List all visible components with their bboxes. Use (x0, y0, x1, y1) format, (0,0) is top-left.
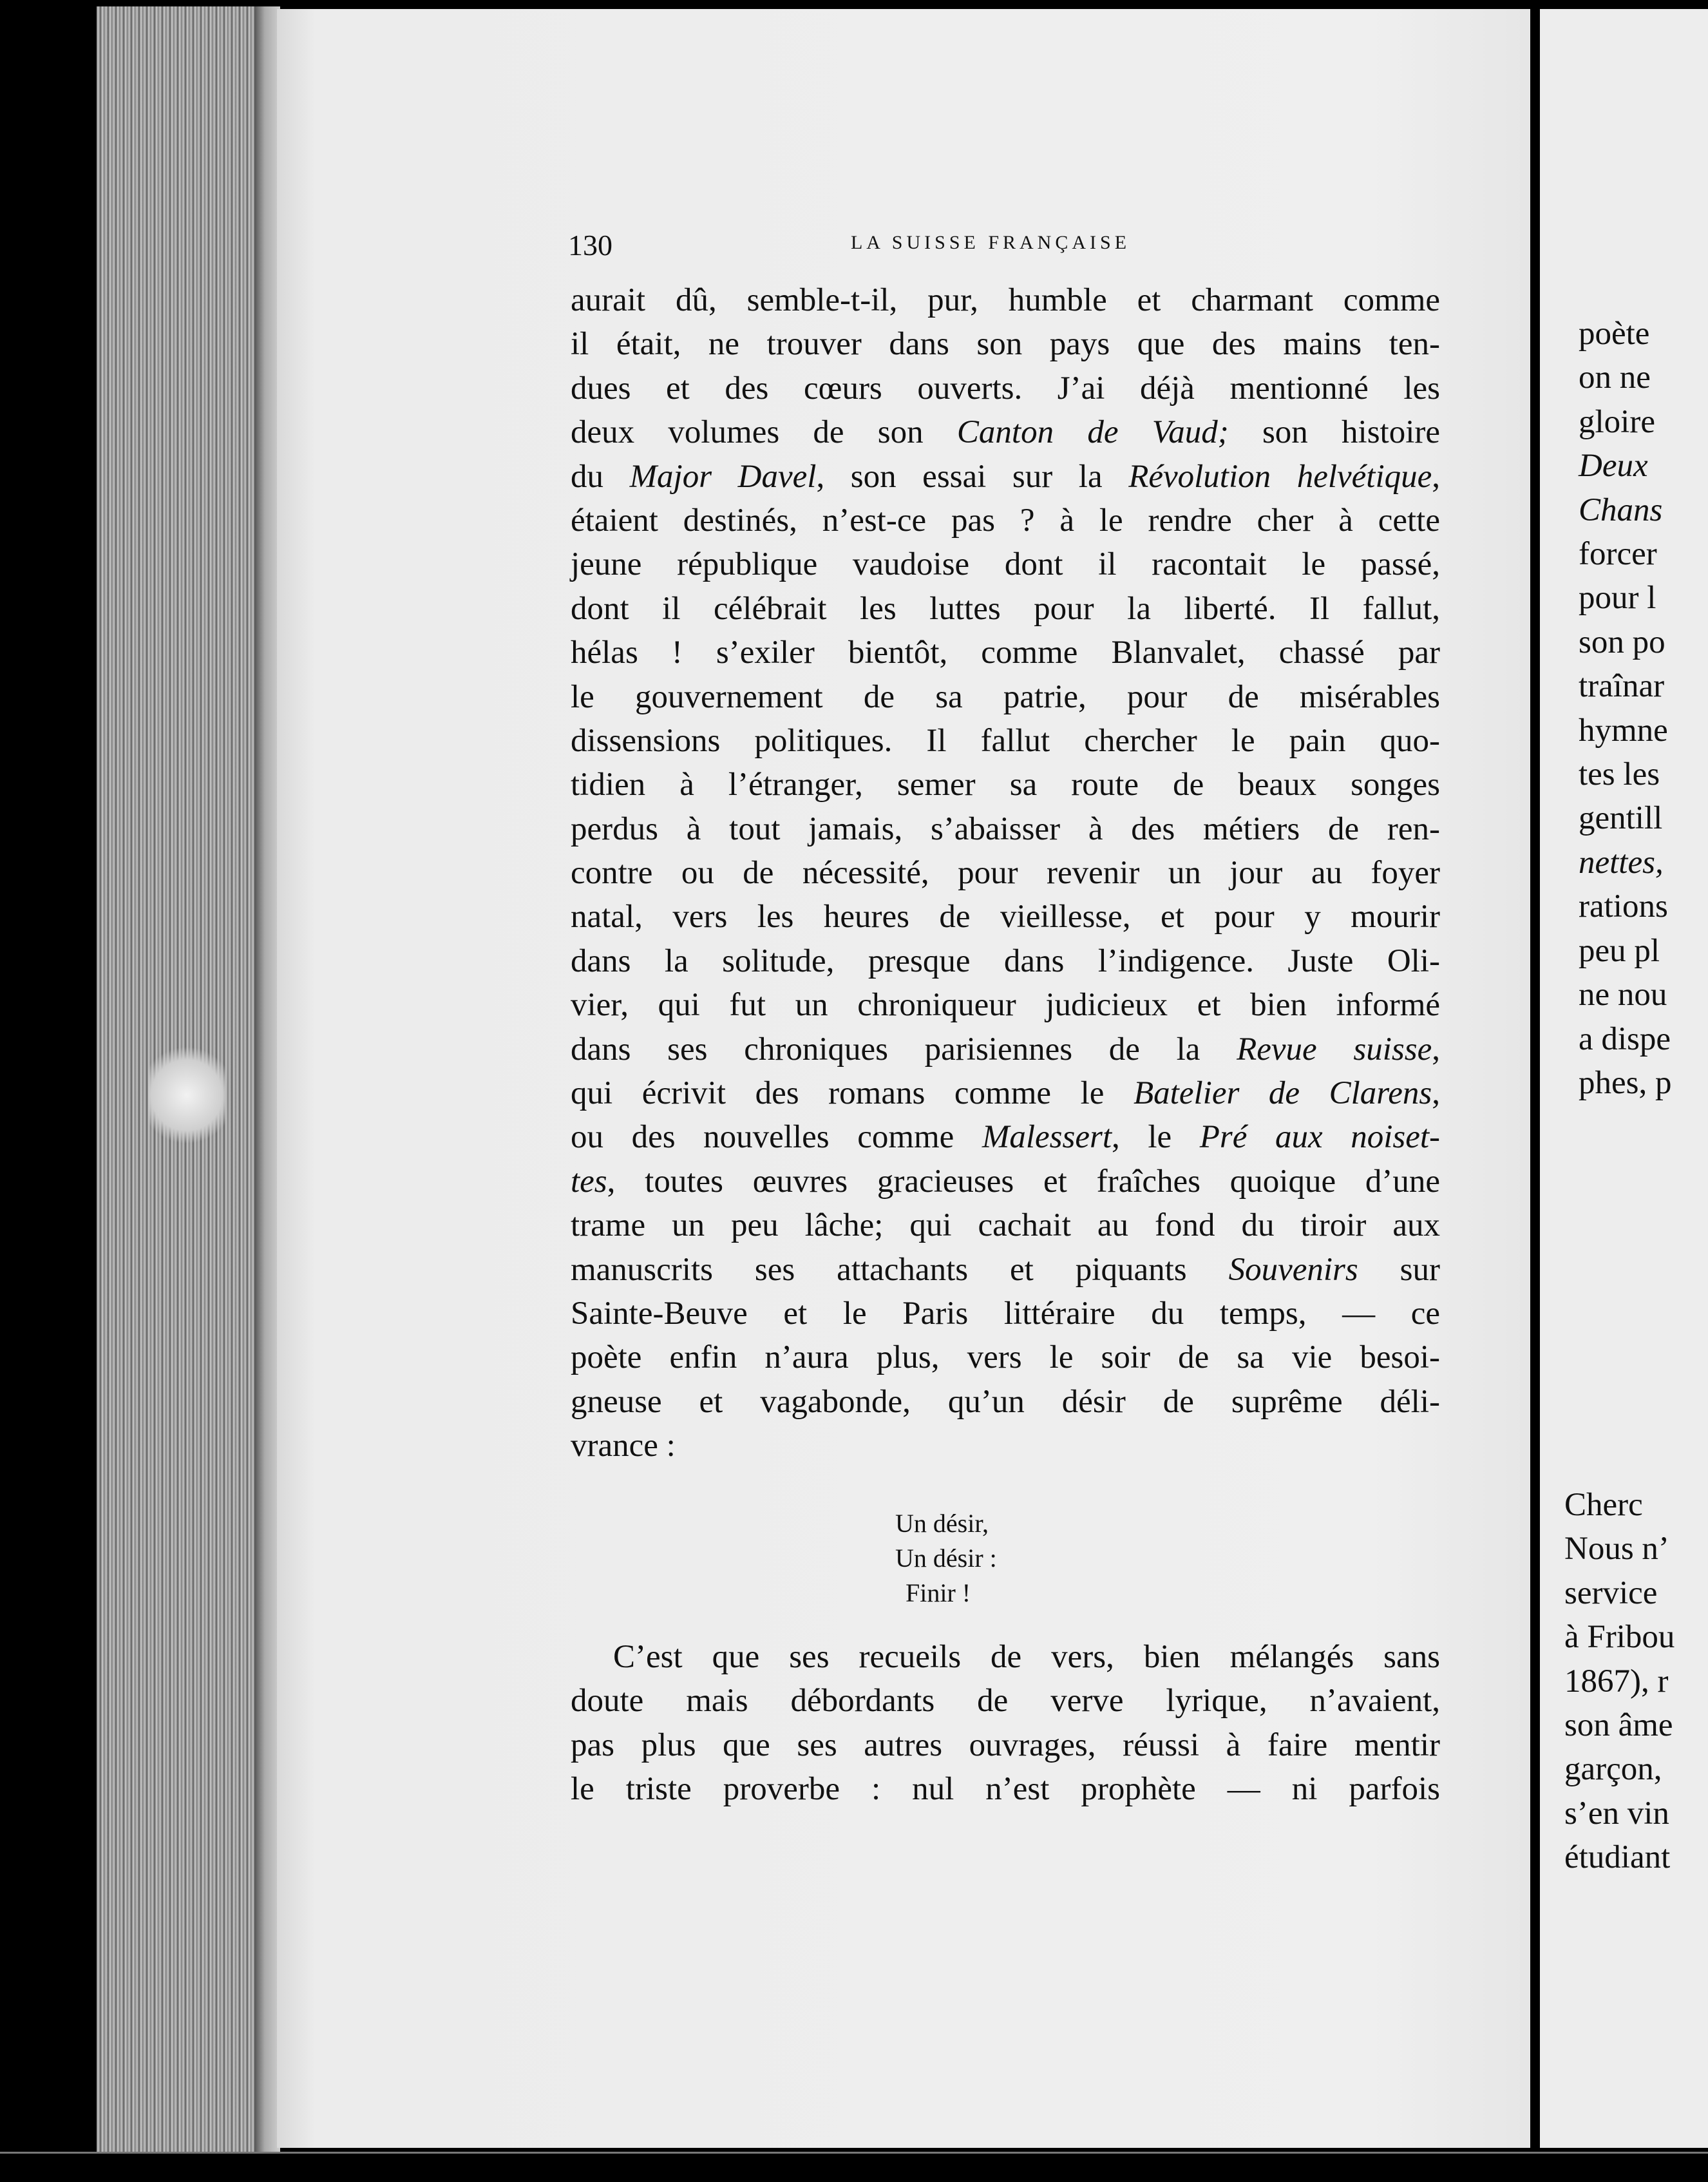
text-line: à Fribou (1564, 1619, 1675, 1656)
paragraph-2 (571, 1635, 1440, 1812)
text-line: garçon, (1564, 1751, 1662, 1788)
text-line: s’en vin (1564, 1795, 1669, 1832)
text-line: étudiant (1564, 1839, 1671, 1876)
text-line: son po (1579, 624, 1665, 660)
text-line: jeune république vaudoise dont il racontait le passé, (571, 546, 1440, 583)
text-line: on ne (1579, 359, 1651, 396)
text-line: Un désir : (895, 1544, 997, 1573)
text-line: traînar (1579, 668, 1665, 705)
text-line: trame un peu lâche; qui cachait au fond du tiroir aux (571, 1207, 1440, 1244)
text-line: ne nou (1579, 977, 1667, 1013)
running-title: LA SUISSE FRANÇAISE (850, 232, 1131, 253)
text-line: le triste proverbe : nul n’est prophète — ni parfois (571, 1771, 1440, 1808)
text-line: qui écrivit des romans comme le Batelier de Clarens, (571, 1075, 1440, 1112)
text-line: 1867), r (1564, 1663, 1669, 1699)
text-line: tes, toutes œuvres gracieuses et fraîches quoique d’une (571, 1163, 1440, 1200)
paper-stain (148, 1044, 225, 1147)
text-line: Deux (1579, 448, 1648, 484)
text-line: peu pl (1579, 932, 1660, 969)
scan-bottom-border (0, 2152, 1708, 2182)
text-line: Chans (1579, 492, 1663, 528)
text-line: il était, ne trouver dans son pays que des mains ten- (571, 326, 1440, 363)
text-line: du Major Davel, son essai sur la Révolution helvétique, (571, 458, 1440, 495)
text-line: ou des nouvelles comme Malessert, le Pré aux noiset- (571, 1119, 1441, 1156)
text-line: Sainte-Beuve et le Paris littéraire du temps, — ce (571, 1295, 1440, 1332)
text-line: manuscrits ses attachants et piquants Souvenirs sur (571, 1251, 1440, 1288)
text-line: le gouvernement de sa patrie, pour de misérables (571, 678, 1440, 715)
text-line: tidien à l’étranger, semer sa route de beaux songes (571, 767, 1440, 803)
text-line: perdus à tout jamais, s’abaisser à des métiers de ren- (571, 810, 1440, 847)
text-line: Nous n’ (1564, 1531, 1669, 1567)
text-line: son âme (1564, 1707, 1673, 1744)
text-line: tes les (1579, 756, 1660, 793)
text-line: forcer (1579, 536, 1657, 573)
text-line: poète enfin n’aura plus, vers le soir de sa vie besoi- (571, 1339, 1440, 1376)
text-line: dissensions politiques. Il fallut chercher le pain quo- (571, 722, 1440, 759)
text-line: dans ses chroniques parisiennes de la Revue suisse, (571, 1031, 1440, 1067)
text-line: vrance : (571, 1428, 676, 1464)
right-page (1536, 9, 1708, 2148)
text-line: dont il célébrait les luttes pour la liberté. Il fallut, (571, 590, 1440, 627)
text-line: aurait dû, semble-t-il, pur, humble et charmant comme (571, 282, 1440, 318)
text-line: gneuse et vagabonde, qu’un désir de suprême déli- (571, 1383, 1440, 1420)
text-line: rations (1579, 888, 1668, 925)
text-line: phes, p (1579, 1064, 1672, 1101)
text-line: a dispe (1579, 1020, 1671, 1057)
page-header (277, 228, 1530, 267)
paragraph-1 (571, 278, 1440, 1468)
text-line: natal, vers les heures de vieillesse, et pour y mourir (571, 899, 1440, 935)
text-line: pour l (1579, 580, 1656, 617)
book-gutter (254, 6, 280, 2152)
text-line: vier, qui fut un chroniqueur judicieux et bien informé (571, 987, 1440, 1024)
text-line: hymne (1579, 712, 1668, 749)
right-page-top-text (1579, 312, 1671, 1105)
text-line: service (1564, 1574, 1658, 1611)
text-line: gloire (1579, 403, 1655, 440)
text-line: contre ou de nécessité, pour revenir un jour au foyer (571, 855, 1440, 892)
text-line: Cherc (1564, 1487, 1643, 1523)
text-line: nettes, (1579, 844, 1664, 881)
text-line: gentill (1579, 800, 1663, 837)
text-line: dues et des cœurs ouverts. J’ai déjà mentionné les (571, 370, 1440, 407)
text-line: Un désir, (895, 1509, 989, 1538)
text-line: doute mais débordants de verve lyrique, n’avaient, (571, 1683, 1440, 1719)
poem-quote (895, 1506, 1024, 1611)
text-line: deux volumes de son Canton de Vaud; son histoire (571, 414, 1441, 451)
text-line: étaient destinés, n’est-ce pas ? à le rendre cher à cette (571, 502, 1440, 539)
text-line: Finir ! (906, 1578, 971, 1607)
right-page-bottom-text (1564, 1483, 1675, 1880)
text-line: dans la solitude, presque dans l’indigence. Juste Oli- (571, 943, 1440, 979)
page-number: 130 (568, 229, 612, 262)
text-line: C’est que ses recueils de vers, bien mélangés sans (613, 1639, 1440, 1675)
text-line: hélas ! s’exiler bientôt, comme Blanvalet, chassé par (571, 635, 1440, 671)
text-line: pas plus que ses autres ouvrages, réussi à faire mentir (571, 1727, 1440, 1763)
text-line: poète (1579, 316, 1650, 352)
